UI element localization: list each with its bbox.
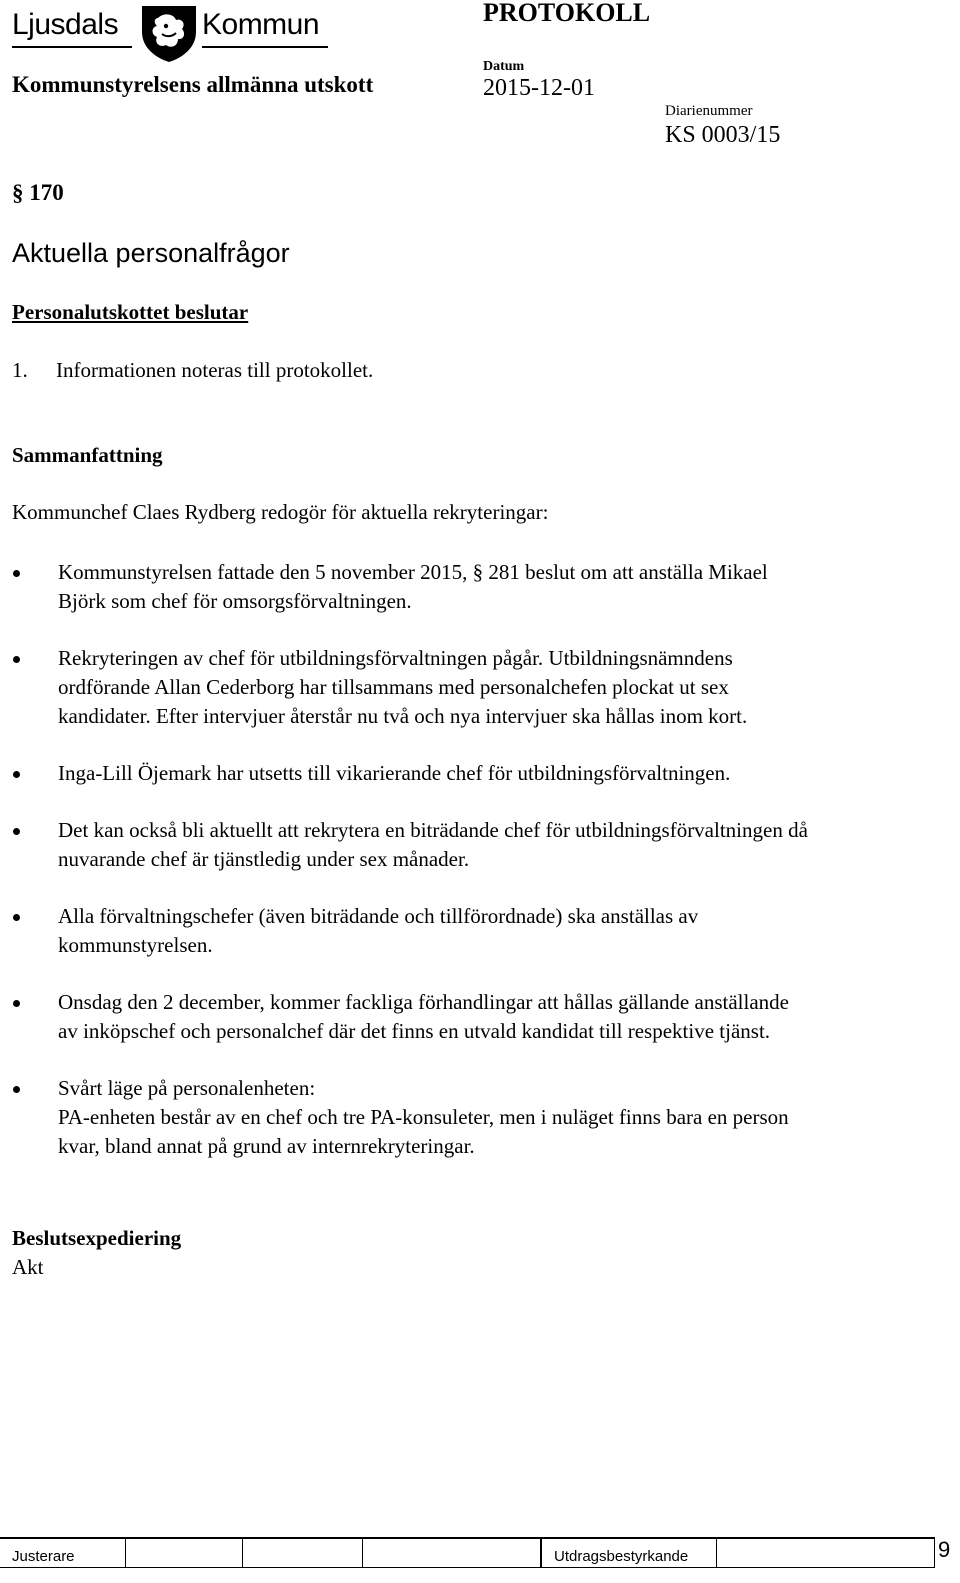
summary-intro: Kommunchef Claes Rydberg redogör för aktuella rekryteringar: (12, 500, 549, 524)
bullet-line: kandidater. Efter intervjuer återstår nu två och nya intervjuer ska hållas inom kort. (58, 704, 748, 728)
bullet-line: Björk som chef för omsorgsförvaltningen. (58, 589, 412, 613)
list-item (12, 644, 942, 731)
registration-number-value: KS 0003/15 (665, 122, 781, 148)
bullet-icon (13, 1086, 20, 1093)
registration-number-label: Diarienummer (665, 103, 753, 119)
decision-heading: Personalutskottet beslutar (12, 300, 249, 324)
decision-number: 1. (12, 358, 28, 382)
bullet-line: Kommunstyrelsen fattade den 5 november 2015, § 281 beslut om att anställa Mikael (58, 560, 768, 584)
bullet-line: Svårt läge på personalenheten: (58, 1076, 316, 1100)
bullet-icon (13, 914, 20, 921)
date-label: Datum (483, 59, 525, 74)
committee-name: Kommunstyrelsens allmänna utskott (12, 72, 374, 97)
decision-text: Informationen noteras till protokollet. (56, 358, 374, 382)
bullet-icon (13, 828, 20, 835)
list-item (12, 902, 942, 960)
page-number: 9 (938, 1537, 951, 1562)
bullet-line: Rekryteringen av chef för utbildningsförvaltningen pågår. Utbildningsnämndens (58, 646, 733, 670)
item-title: Aktuella personalfrågor (12, 238, 290, 268)
logo-underline (202, 46, 328, 48)
bullet-icon (13, 656, 20, 663)
logo-underline (12, 46, 132, 48)
page-footer (0, 1537, 960, 1583)
logo-text-left: Ljusdals (12, 8, 119, 41)
justerare-label: Justerare (0, 1539, 126, 1567)
logo-text-right: Kommun (202, 8, 320, 41)
signature-cell (717, 1539, 935, 1567)
bullet-icon (13, 771, 20, 778)
list-item (12, 988, 942, 1046)
expedition-heading: Beslutsexpediering (12, 1226, 182, 1250)
document-type: PROTOKOLL (483, 0, 651, 27)
bullet-line: nuvarande chef är tjänstledig under sex månader. (58, 847, 470, 871)
bullet-line: kommunstyrelsen. (58, 933, 213, 957)
expedition-value: Akt (12, 1255, 44, 1279)
bullet-line: ordförande Allan Cederborg har tillsammans med personalchefen plockat ut sex (58, 675, 729, 699)
bullet-line: Inga-Lill Öjemark har utsetts till vikarierande chef för utbildningsförvaltningen. (58, 761, 731, 785)
bullet-icon (13, 1000, 20, 1007)
bullet-line: Alla förvaltningschefer (även biträdande och tillförordnade) ska anställas av (58, 904, 699, 928)
paragraph-number: § 170 (12, 180, 64, 205)
list-item (12, 558, 942, 616)
bullet-line: kvar, bland annat på grund av internrekryteringar. (58, 1134, 475, 1158)
utdragsbestyrkande-label: Utdragsbestyrkande (541, 1539, 717, 1567)
signature-table (0, 1539, 935, 1568)
list-item (12, 816, 942, 874)
bullet-line: Onsdag den 2 december, kommer fackliga förhandlingar att hållas gällande anställande (58, 990, 789, 1014)
bullet-line: PA-enheten består av en chef och tre PA-konsuleter, men i nuläget finns bara en person (58, 1105, 789, 1129)
bullet-line: Det kan också bli aktuellt att rekrytera en biträdande chef för utbildningsförvaltningen då (58, 818, 808, 842)
decision-item (12, 358, 373, 383)
summary-heading: Sammanfattning (12, 443, 163, 467)
bullet-icon (13, 570, 20, 577)
date-value: 2015-12-01 (483, 75, 595, 101)
bullet-line: av inköpschef och personalchef där det finns en utvald kandidat till respektive tjänst. (58, 1019, 771, 1043)
signature-cell (243, 1539, 363, 1567)
list-item (12, 759, 942, 788)
signature-cell (126, 1539, 243, 1567)
crest-icon (138, 2, 200, 64)
summary-bullet-list (12, 558, 942, 1189)
list-item (12, 1074, 942, 1161)
signature-cell (363, 1539, 541, 1567)
